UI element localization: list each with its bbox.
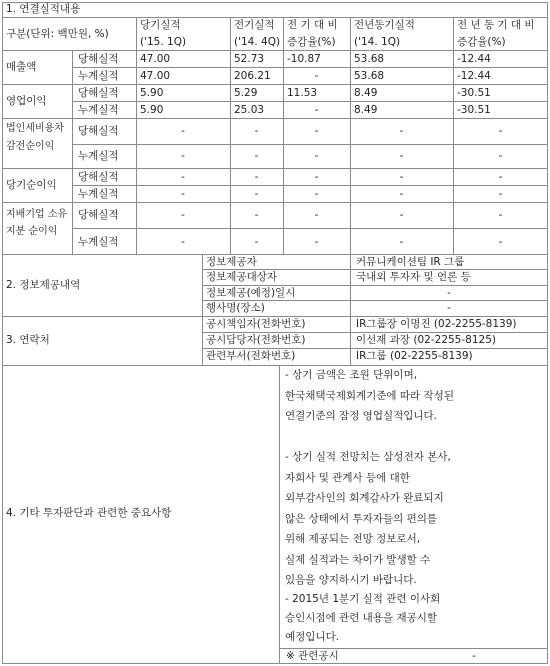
cell-value: - — [498, 236, 503, 248]
col-header: 증감율(%) — [287, 36, 336, 48]
cell-value: - — [498, 125, 503, 137]
info-label: 행사명(장소) — [206, 302, 265, 314]
cell-value: 206.21 — [234, 70, 271, 82]
cell-value: - — [314, 236, 319, 248]
row-type: 누계실적 — [78, 70, 119, 82]
cell-value: - — [314, 188, 319, 200]
cell-value: 5.90 — [140, 87, 164, 99]
col-header: 전년동기실적 — [354, 19, 415, 31]
cell-value: 52.73 — [234, 53, 265, 65]
cell-value: -30.51 — [457, 87, 491, 99]
note-line: 외부감사인의 회계감사가 완료되지 — [285, 492, 444, 504]
note-line: 한국채택국제회계기준에 따라 작성된 — [285, 389, 454, 402]
row-category: 지분 순이익 — [6, 226, 58, 237]
cell-value: - — [314, 125, 319, 137]
row-category: 법인세비용차 — [6, 123, 64, 134]
row-type: 당해실적 — [78, 209, 119, 221]
cell-value: - — [181, 171, 185, 183]
row-type: 당해실적 — [78, 171, 119, 183]
row-type: 당해실적 — [78, 87, 119, 99]
cell-value: 5.90 — [140, 104, 164, 116]
section2-title: 2. 정보제공내역 — [6, 279, 81, 291]
cell-value: - — [498, 209, 503, 221]
note-line: 있음을 양지하시기 바랍니다. — [285, 574, 417, 586]
cell-value: - — [181, 150, 185, 162]
cell-value: 53.68 — [354, 70, 385, 82]
contact-value: 이선재 과장 (02-2255-8125) — [356, 334, 496, 346]
section3-title: 3. 연락처 — [6, 334, 50, 346]
section4-title: 4. 기타 투자판단과 관련한 중요사항 — [6, 507, 172, 519]
cell-value: - — [254, 150, 259, 162]
info-label: 정보제공자 — [206, 256, 257, 268]
cell-value: - — [314, 171, 319, 183]
cell-value: - — [254, 125, 259, 137]
note-line: - 상기 실적 전망치는 삼성전자 본사, — [285, 451, 451, 463]
row-type: 당해실적 — [78, 125, 119, 137]
cell-value: 47.00 — [140, 70, 171, 82]
cell-value: - — [254, 236, 259, 248]
row-category: 영업이익 — [6, 95, 47, 107]
cell-value: - — [181, 209, 185, 221]
cell-value: - — [181, 236, 185, 248]
col-header: ('14. 1Q) — [354, 36, 401, 48]
info-label: 정보제공(예정)일시 — [206, 287, 296, 299]
row-category: 감전순이익 — [6, 141, 55, 152]
cell-value: -12.44 — [457, 53, 491, 65]
note-line: 연결기준의 잠정 영업실적입니다. — [285, 410, 438, 422]
contact-value: IR그룹 (02-2255-8139) — [356, 350, 473, 362]
cell-value: -12.44 — [457, 70, 491, 82]
unit-label: 구분(단위: 백만원, %) — [6, 28, 109, 40]
cell-value: 8.49 — [354, 87, 378, 99]
note-line: 자회사 및 관계사 등에 대한 — [285, 471, 410, 484]
cell-value: -10.87 — [287, 53, 321, 65]
cell-value: - — [314, 70, 319, 82]
contact-label: 관련부서(전화번호) — [206, 350, 296, 362]
cell-value: - — [314, 209, 319, 221]
col-header: 증감율(%) — [457, 36, 506, 48]
col-header: 전기실적 — [234, 19, 275, 31]
note-line: 실제 실적과는 차이가 발생할 수 — [285, 553, 431, 566]
cell-value: - — [399, 236, 404, 248]
note-line: - 상기 금액은 조원 단위이며, — [285, 369, 418, 381]
cell-value: - — [254, 209, 259, 221]
cell-value: 25.03 — [234, 104, 265, 116]
note-line: 않은 상태에서 투자자들의 편의를 — [285, 512, 438, 525]
related-disclosure-label: ※ 관련공시 — [286, 650, 339, 662]
section1-title: 1. 연결실적내용 — [6, 3, 81, 15]
row-type: 누계실적 — [78, 188, 119, 200]
divider — [2, 254, 548, 255]
info-value: 커뮤니케이션팀 IR 그룹 — [356, 256, 465, 268]
cell-value: - — [399, 171, 404, 183]
cell-value: - — [399, 209, 404, 221]
row-category: 당기순이익 — [6, 179, 57, 191]
cell-value: - — [399, 188, 404, 200]
cell-value: - — [399, 125, 404, 137]
cell-value: - — [314, 150, 319, 162]
related-disclosure-value: - — [472, 650, 476, 662]
cell-value: - — [181, 125, 185, 137]
contact-value: IR그룹장 이명진 (02-2255-8139) — [356, 318, 517, 330]
cell-value: - — [181, 188, 185, 200]
col-header: ('14. 4Q) — [234, 36, 281, 48]
cell-value: - — [498, 171, 503, 183]
col-header: ('15. 1Q) — [140, 36, 187, 48]
info-label: 정보제공대상자 — [206, 271, 278, 283]
row-category: 지배기업 소유 — [6, 209, 68, 220]
col-header: 당기실적 — [140, 19, 181, 31]
row-type: 누계실적 — [78, 150, 119, 162]
cell-value: 47.00 — [140, 53, 171, 65]
cell-value: - — [399, 150, 404, 162]
cell-value: - — [498, 188, 503, 200]
row-type: 누계실적 — [78, 236, 119, 248]
note-line: 승인시점에 관련 내용을 재공시할 — [285, 612, 438, 624]
cell-value: 11.53 — [287, 87, 318, 99]
note-line: 예정입니다. — [285, 631, 340, 643]
info-value: - — [447, 302, 451, 314]
note-line: 위해 제공되는 전망 정보로서, — [285, 533, 421, 545]
col-header: 전 기 대 비 — [287, 19, 338, 31]
cell-value: -30.51 — [457, 104, 491, 116]
cell-value: - — [314, 104, 319, 116]
row-type: 누계실적 — [78, 104, 119, 116]
divider — [2, 365, 548, 366]
row-category: 매출액 — [6, 61, 37, 73]
cell-value: 53.68 — [354, 53, 385, 65]
cell-value: - — [498, 150, 503, 162]
row-type: 당해실적 — [78, 53, 119, 65]
divider — [279, 365, 280, 664]
info-value: 국내외 투자자 및 언론 등 — [356, 271, 471, 283]
info-value: - — [447, 287, 451, 299]
cell-value: 5.29 — [234, 87, 258, 99]
cell-value: 8.49 — [354, 104, 378, 116]
contact-label: 공시담당자(전화번호) — [206, 334, 306, 346]
note-line: - 2015년 1분기 실적 관련 이사회 — [285, 593, 441, 605]
col-header: 전 년 동 기 대 비 — [457, 19, 535, 31]
cell-value: - — [254, 171, 259, 183]
cell-value: - — [254, 188, 259, 200]
contact-label: 공시책임자(전화번호) — [206, 318, 306, 330]
